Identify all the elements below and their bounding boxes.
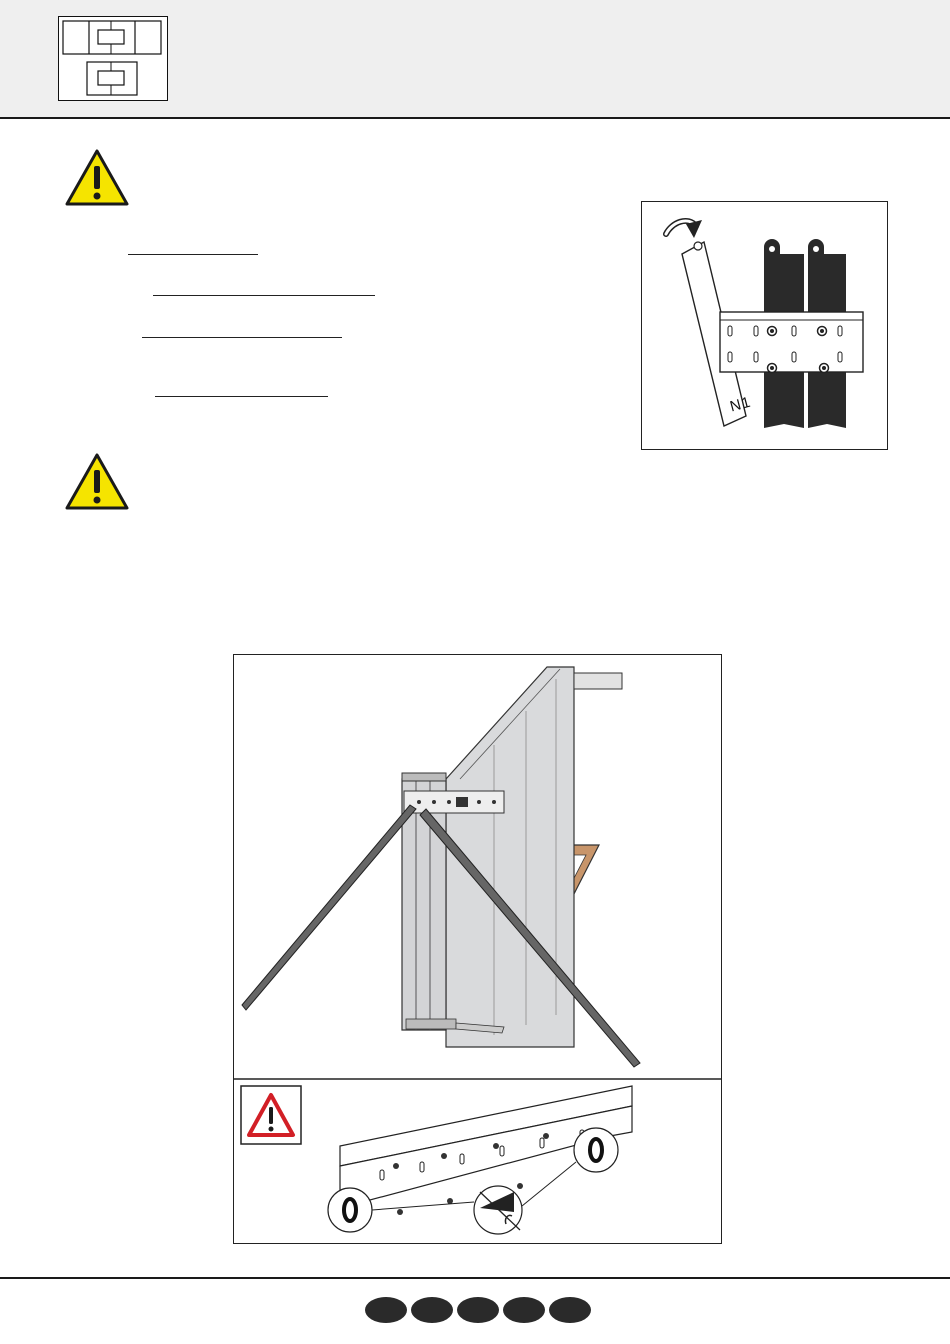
blank-line — [128, 254, 258, 255]
page-dot — [411, 1297, 453, 1323]
page-indicator — [365, 1297, 591, 1323]
page-dot — [365, 1297, 407, 1323]
caution-triangle-icon — [240, 1085, 302, 1150]
figure-n1 — [641, 201, 888, 450]
panel-layout-icon — [58, 16, 168, 101]
warning-triangle-icon — [64, 452, 130, 517]
blank-line — [153, 295, 375, 296]
curved-arrow-icon — [666, 220, 702, 238]
blank-line — [142, 337, 342, 338]
footer-rule — [0, 1277, 950, 1279]
figure-label: N1 — [728, 393, 754, 416]
page-dot — [457, 1297, 499, 1323]
rail-detail-drawing — [320, 1084, 640, 1244]
blank-line — [155, 396, 328, 397]
warning-triangle-icon — [64, 148, 130, 213]
page-dot — [549, 1297, 591, 1323]
page-dot — [503, 1297, 545, 1323]
